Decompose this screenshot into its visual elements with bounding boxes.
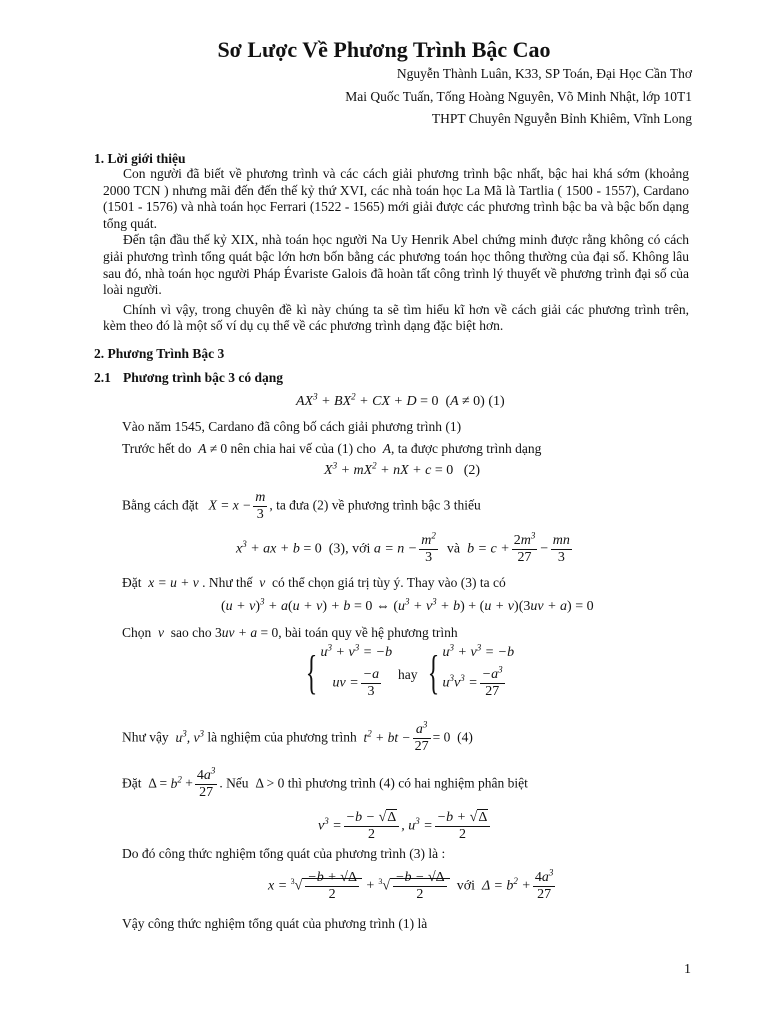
substitution-line: Bằng cách đặt X = x − $\frac{m}{3}$ , ta đưa (2) về phương trình bậc 3 thiếu — [122, 490, 481, 522]
equation-3-tag: (3) — [328, 541, 346, 557]
general-solution-formula: x = $^3$√ $\frac{-b + √\Delta}{2}$ + $^3$√ $\frac{-b - √\Delta}{2}$ với $\Delta = b^2$ + $\frac{4a^3}{27}$ — [268, 867, 554, 902]
section-1-heading: 1. Lời giới thiệu — [94, 151, 186, 166]
paragraph-2: Đến tận đầu thế kỷ XIX, nhà toán học người Na Uy Henrik Abel chứng minh được rằng không có cách giải phương trình tổng quát bậc lớn hơn bốn bằng các phương toán học thông thường của đại số. Không lâu sau đó, nhà toán học người Pháp Évariste Galois đã hoàn tất công trình lý thuyết về phương trình đại số của loài người. — [103, 232, 689, 298]
page-number: 1 — [684, 962, 691, 977]
subsection-number: 2.1 — [94, 370, 111, 385]
delta-line: Đặt $\Delta = b^2$ + $\frac{4a^3}{27}$ . Nếu Δ > 0 thì phương trình (4) có hai nghiệm phân biệt — [122, 765, 528, 800]
page-title: Sơ Lược Về Phương Trình Bậc Cao — [217, 37, 551, 62]
equation-2-tag: (2) — [463, 463, 481, 478]
paragraph-3: Chính vì vậy, trong chuyên đề kì này chúng ta sẽ tìm hiểu kĩ hơn về cách giải các phương trình trên, kèm theo đó là một số ví dụ cụ thể về các phương trình dạng đặc biệt hơn. — [103, 301, 689, 334]
roots-formula: $v^3$ = $\frac{-b - √\Delta}{2}$ , $u^3$ = $\frac{-b + √\Delta}{2}$ — [318, 810, 492, 843]
section-2-heading: 2. Phương Trình Bậc 3 — [94, 346, 225, 361]
system-1: { $u^3 + v^3 = -b$ uv = $\frac{-a}{3}$ — [305, 642, 393, 699]
subsection-heading: Phương trình bậc 3 có dạng — [123, 370, 283, 385]
expanded-equation: $(u + v)^3 + a(u + v) + b = 0$ ⇔ $(u^3 + v^3 + b) + (u + v)(3uv + a) = 0$ — [221, 596, 594, 614]
equation-1-tag: (1) — [488, 394, 505, 409]
author-line-3: THPT Chuyên Nguyễn Bỉnh Khiêm, Vĩnh Long — [431, 111, 692, 126]
author-line-1: Nguyễn Thành Luân, K33, SP Toán, Đại Học Cần Thơ — [396, 66, 692, 81]
equation-4-tag: (4) — [457, 729, 473, 745]
roots-line: Như vậy $u^3$, $v^3$ là nghiệm của phương trình $t^2$ + bt − $\frac{a^3}{27}$ = 0 (4) — [122, 719, 473, 754]
equation-1: $AX^3 + BX^2$ + CX + D = 0 (A ≠ 0) (1) — [296, 391, 505, 409]
uv-substitution-line: Đặt x = u + v . Như thế v có thể chọn giá trị tùy ý. Thay vào (3) ta có — [122, 575, 506, 590]
section-1-body — [103, 166, 689, 335]
choose-v-line: Chọn v sao cho 3uv + a = 0, bài toán quy về hệ phương trình — [122, 625, 458, 640]
system-or-label: hay — [398, 667, 418, 682]
general-solution-3-line: Do đó công thức nghiệm tổng quát của phương trình (3) là : — [122, 846, 446, 861]
divide-line: Trước hết do A ≠ 0 nên chia hai vế của (1) cho A, ta được phương trình dạng — [122, 441, 542, 456]
author-line-2: Mai Quốc Tuấn, Tống Hoàng Nguyên, Võ Minh Nhật, lớp 10T1 — [345, 89, 692, 104]
general-solution-1-line: Vậy công thức nghiệm tổng quát của phương trình (1) là — [122, 916, 428, 931]
equation-3: $x^3$ + ax + b = 0 (3), với a = n − $\frac{m^2}{3}$ và b = c + $\frac{2m^3}{27}$ − $\frac{mn}{3}$ — [236, 530, 570, 565]
cardano-line: Vào năm 1545, Cardano đã công bố cách giải phương trình (1) — [122, 419, 462, 434]
system-2: { $u^3 + v^3 = -b$ $u^3v^3$ = $\frac{-a^3}{27}$ — [427, 642, 515, 699]
paragraph-1: Con người đã biết về phương trình và các cách giải phương trình bậc nhất, bậc hai khá sớm (khoảng 2000 TCN ) nhưng mãi đến đến thế kỷ thứ XVI, các nhà toán học La Mã là Tartlia ( 1500 - 1557), Cardano (1501 - 1576) và nhà toán học Ferrari (1522 - 1565) mới giải được các phương trình bậc ba và bậc bốn dạng tổng quát. — [103, 166, 689, 231]
equation-2: $X^3 + mX^2$ + nX + c = 0 (2) — [324, 460, 481, 478]
